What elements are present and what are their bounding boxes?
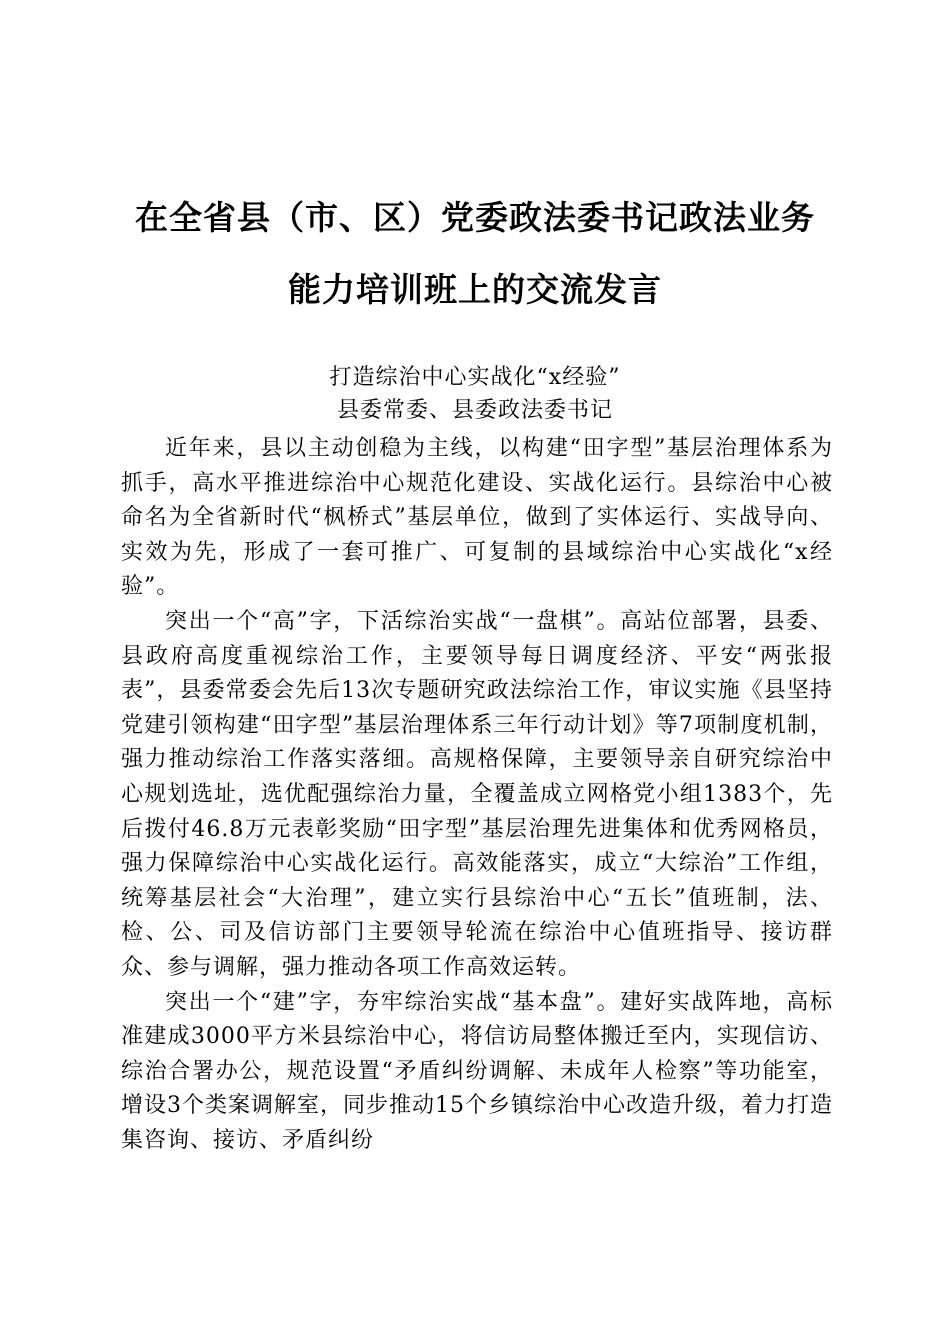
document-body xyxy=(121,432,833,1158)
title-line-1: 在全省县（市、区）党委政法委书记政法业务 xyxy=(135,198,815,237)
title-line-2: 能力培训班上的交流发言 xyxy=(288,270,662,309)
paragraph-jian: 突出一个“建”字，夯牢综治实战“基本盘”。建好实战阵地，高标准建成3000平方米县综治中心，将信访局整体搬迁至内，实现信访、综治合署办公，规范设置“矛盾纠纷调解、未成年人检察”等功能室，增设3个类案调解室，同步推动15个乡镇综治中心改造升级，着力打造集咨询、接访、矛盾纠纷 xyxy=(121,989,833,1153)
paragraph-gao: 突出一个“高”字，下活综治实战“一盘棋”。高站位部署，县委、县政府高度重视综治工作，主要领导每日调度经济、平安“两张报表”，县委常委会先后13次专题研究政法综治工作，审议实施《县坚持党建引领构建“田字型”基层治理体系三年行动计划》等7项制度机制，强力推动综治工作落实落细。高规格保障，主要领导亲自研究综治中心规划选址，选优配强综治力量，全覆盖成立网格党小组1383个，先后拨付46.8万元表彰奖励“田字型”基层治理先进集体和优秀网格员，强力保障综治中心实战化运行。高效能落实，成立“大综治”工作组，统筹基层社会“大治理”，建立实行县综治中心“五长”值班制，法、检、公、司及信访部门主要领导轮流在综治中心值班指导、接访群众、参与调解，强力推动各项工作高效运转。 xyxy=(121,608,833,980)
author-line: 县委常委、县委政法委书记 xyxy=(336,398,613,423)
subtitle: 打造综治中心实战化“x经验” xyxy=(329,365,621,390)
paragraph-intro: 近年来，县以主动创稳为主线，以构建“田字型”基层治理体系为抓手，高水平推进综治中心规范化建设、实战化运行。县综治中心被命名为全省新时代“枫桥式”基层单位，做到了实体运行、实战导向、实效为先，形成了一套可推广、可复制的县域综治中心实战化“x经验”。 xyxy=(121,436,833,600)
